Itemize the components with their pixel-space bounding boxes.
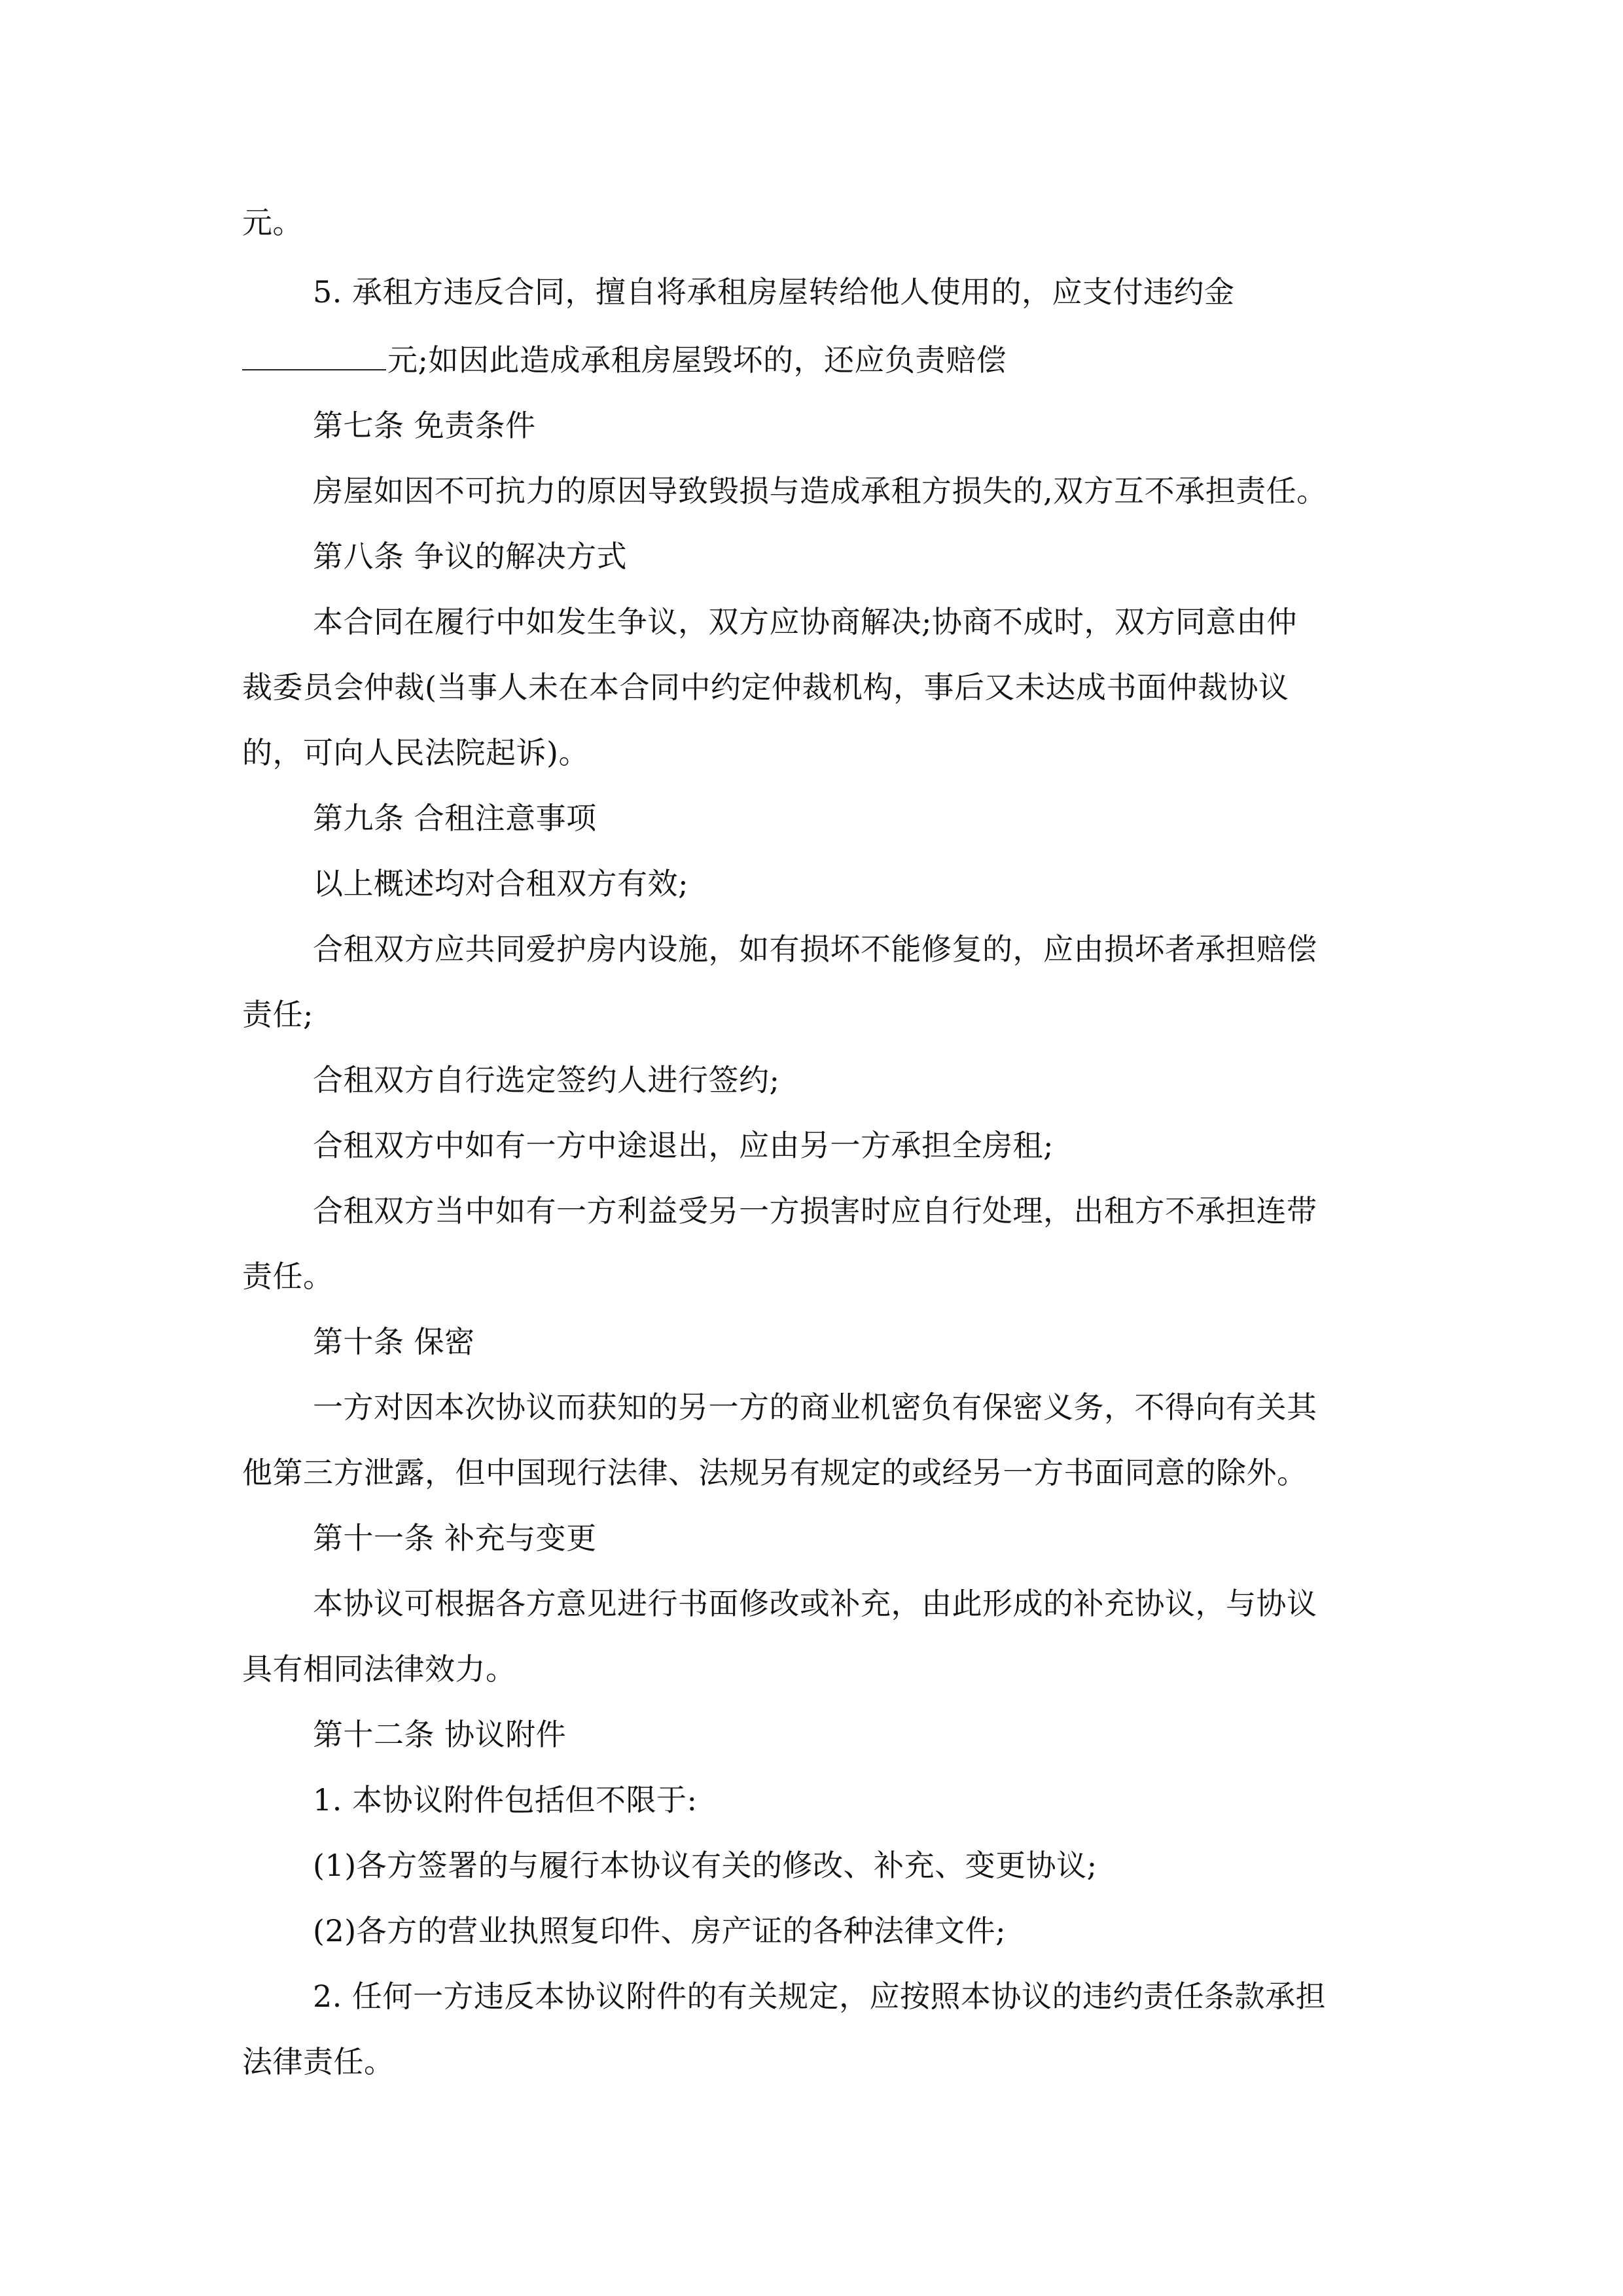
article-heading: 第十二条 协议附件 — [313, 1717, 567, 1752]
fill-in-blank — [242, 343, 386, 370]
text-line: 元。 — [242, 205, 303, 240]
text-line: 以上概述均对合租双方有效; — [313, 866, 688, 901]
text-line: 责任; — [242, 997, 313, 1032]
text-line: 合租双方当中如有一方利益受另一方损害时应自行处理，出租方不承担连带 — [313, 1193, 1317, 1229]
article-heading: 第十一条 补充与变更 — [313, 1520, 597, 1556]
article-heading: 第十条 保密 — [313, 1324, 475, 1359]
text-line: (1)各方签署的与履行本协议有关的修改、补充、变更协议; — [313, 1848, 1097, 1883]
text-line-fragment: 元;如因此造成承租房屋毁坏的，还应负责赔偿 — [387, 342, 1007, 378]
text-line: 5. 承租方违反合同，擅自将承租房屋转给他人使用的，应支付违约金 — [313, 274, 1235, 310]
text-line: 2. 任何一方违反本协议附件的有关规定，应按照本协议的违约责任条款承担 — [313, 1979, 1327, 2014]
text-line: 本合同在履行中如发生争议，双方应协商解决;协商不成时，双方同意由仲 — [313, 604, 1297, 639]
article-heading: 第七条 免责条件 — [313, 408, 536, 443]
text-line: 合租双方中如有一方中途退出，应由另一方承担全房租; — [313, 1128, 1054, 1163]
article-heading: 第八条 争议的解决方式 — [313, 539, 628, 574]
text-line: 合租双方应共同爱护房内设施，如有损坏不能修复的，应由损坏者承担赔偿 — [313, 931, 1317, 967]
text-line: 具有相同法律效力。 — [242, 1651, 516, 1687]
text-line: 裁委员会仲裁(当事人未在本合同中约定仲裁机构，事后又未达成书面仲裁协议 — [242, 670, 1289, 705]
text-line: 本协议可根据各方意见进行书面修改或补充，由此形成的补充协议，与协议 — [313, 1586, 1317, 1621]
text-line: 房屋如因不可抗力的原因导致毁损与造成承租方损失的,双方互不承担责任。 — [313, 473, 1327, 509]
text-line: 法律责任。 — [242, 2044, 395, 2079]
text-line: 的，可向人民法院起诉)。 — [242, 735, 589, 770]
article-heading: 第九条 合租注意事项 — [313, 800, 597, 836]
text-line-with-blank — [242, 340, 1007, 380]
text-line: 一方对因本次协议而获知的另一方的商业机密负有保密义务，不得向有关其 — [313, 1390, 1317, 1425]
text-line: (2)各方的营业执照复印件、房产证的各种法律文件; — [313, 1913, 1007, 1948]
text-line: 合租双方自行选定签约人进行签约; — [313, 1062, 780, 1098]
text-line: 责任。 — [242, 1259, 334, 1294]
text-line: 1. 本协议附件包括但不限于: — [313, 1782, 698, 1818]
text-line: 他第三方泄露，但中国现行法律、法规另有规定的或经另一方书面同意的除外。 — [242, 1455, 1308, 1490]
